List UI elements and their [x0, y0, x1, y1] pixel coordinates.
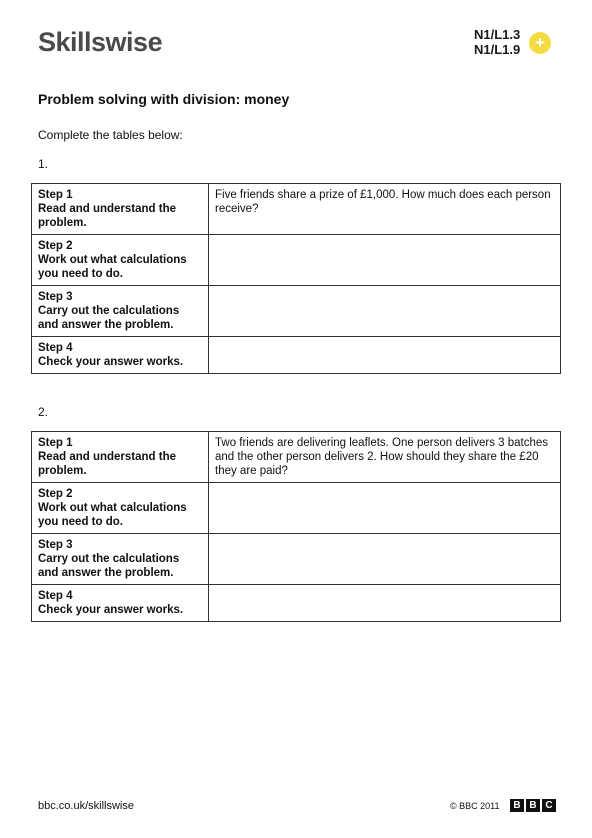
instruction-text: Complete the tables below: [38, 128, 183, 142]
footer-copyright: © BBC 2011 [450, 801, 500, 811]
bbc-logo-letter: C [542, 799, 556, 812]
page-title: Problem solving with division: money [38, 91, 290, 107]
question-2-table [31, 431, 561, 622]
table-row [32, 483, 561, 534]
answer-cell[interactable] [209, 585, 561, 622]
level-code-2: N1/L1.9 [474, 42, 521, 57]
question-1-table [31, 183, 561, 374]
step-label: Step 1 [38, 437, 73, 449]
table-row [32, 534, 561, 585]
answer-cell[interactable] [209, 235, 561, 286]
step-cell [32, 585, 209, 622]
step-label: Step 3 [38, 291, 73, 303]
step-label: Step 1 [38, 189, 73, 201]
step-cell [32, 483, 209, 534]
table-row [32, 184, 561, 235]
table-row [32, 432, 561, 483]
step-description: Check your answer works. [38, 356, 184, 368]
step-label: Step 3 [38, 539, 73, 551]
step-description: Read and understand the problem. [38, 451, 177, 477]
answer-cell[interactable]: Two friends are delivering leaflets. One person delivers 3 batches and the other person delivers 2. How should they share the £20 they are paid? [209, 432, 561, 483]
bbc-logo [510, 799, 556, 812]
answer-cell[interactable] [209, 483, 561, 534]
curriculum-levels [474, 27, 520, 57]
table-row [32, 585, 561, 622]
answer-cell[interactable] [209, 286, 561, 337]
step-label: Step 2 [38, 240, 73, 252]
step-label: Step 4 [38, 590, 73, 602]
step-description: Work out what calculations you need to do. [38, 502, 187, 528]
level-code-1: N1/L1.3 [474, 27, 521, 42]
step-description: Read and understand the problem. [38, 203, 177, 229]
step-cell [32, 286, 209, 337]
skillswise-logo: Skillswise [38, 27, 163, 57]
step-label: Step 4 [38, 342, 73, 354]
footer-url: bbc.co.uk/skillswise [38, 800, 134, 812]
step-description: Carry out the calculations and answer the problem. [38, 553, 180, 579]
question-number-1: 1. [38, 157, 49, 171]
step-cell [32, 432, 209, 483]
plus-badge-icon: + [529, 32, 551, 54]
table-row [32, 286, 561, 337]
step-cell [32, 534, 209, 585]
bbc-logo-letter: B [510, 799, 524, 812]
answer-cell[interactable]: Five friends share a prize of £1,000. How much does each person receive? [209, 184, 561, 235]
step-cell [32, 184, 209, 235]
table-row [32, 235, 561, 286]
step-cell [32, 235, 209, 286]
step-label: Step 2 [38, 488, 73, 500]
step-description: Carry out the calculations and answer the problem. [38, 305, 180, 331]
bbc-logo-letter: B [526, 799, 540, 812]
step-description: Work out what calculations you need to do. [38, 254, 187, 280]
answer-cell[interactable] [209, 337, 561, 374]
step-cell [32, 337, 209, 374]
answer-cell[interactable] [209, 534, 561, 585]
question-number-2: 2. [38, 405, 49, 419]
table-row [32, 337, 561, 374]
step-description: Check your answer works. [38, 604, 184, 616]
